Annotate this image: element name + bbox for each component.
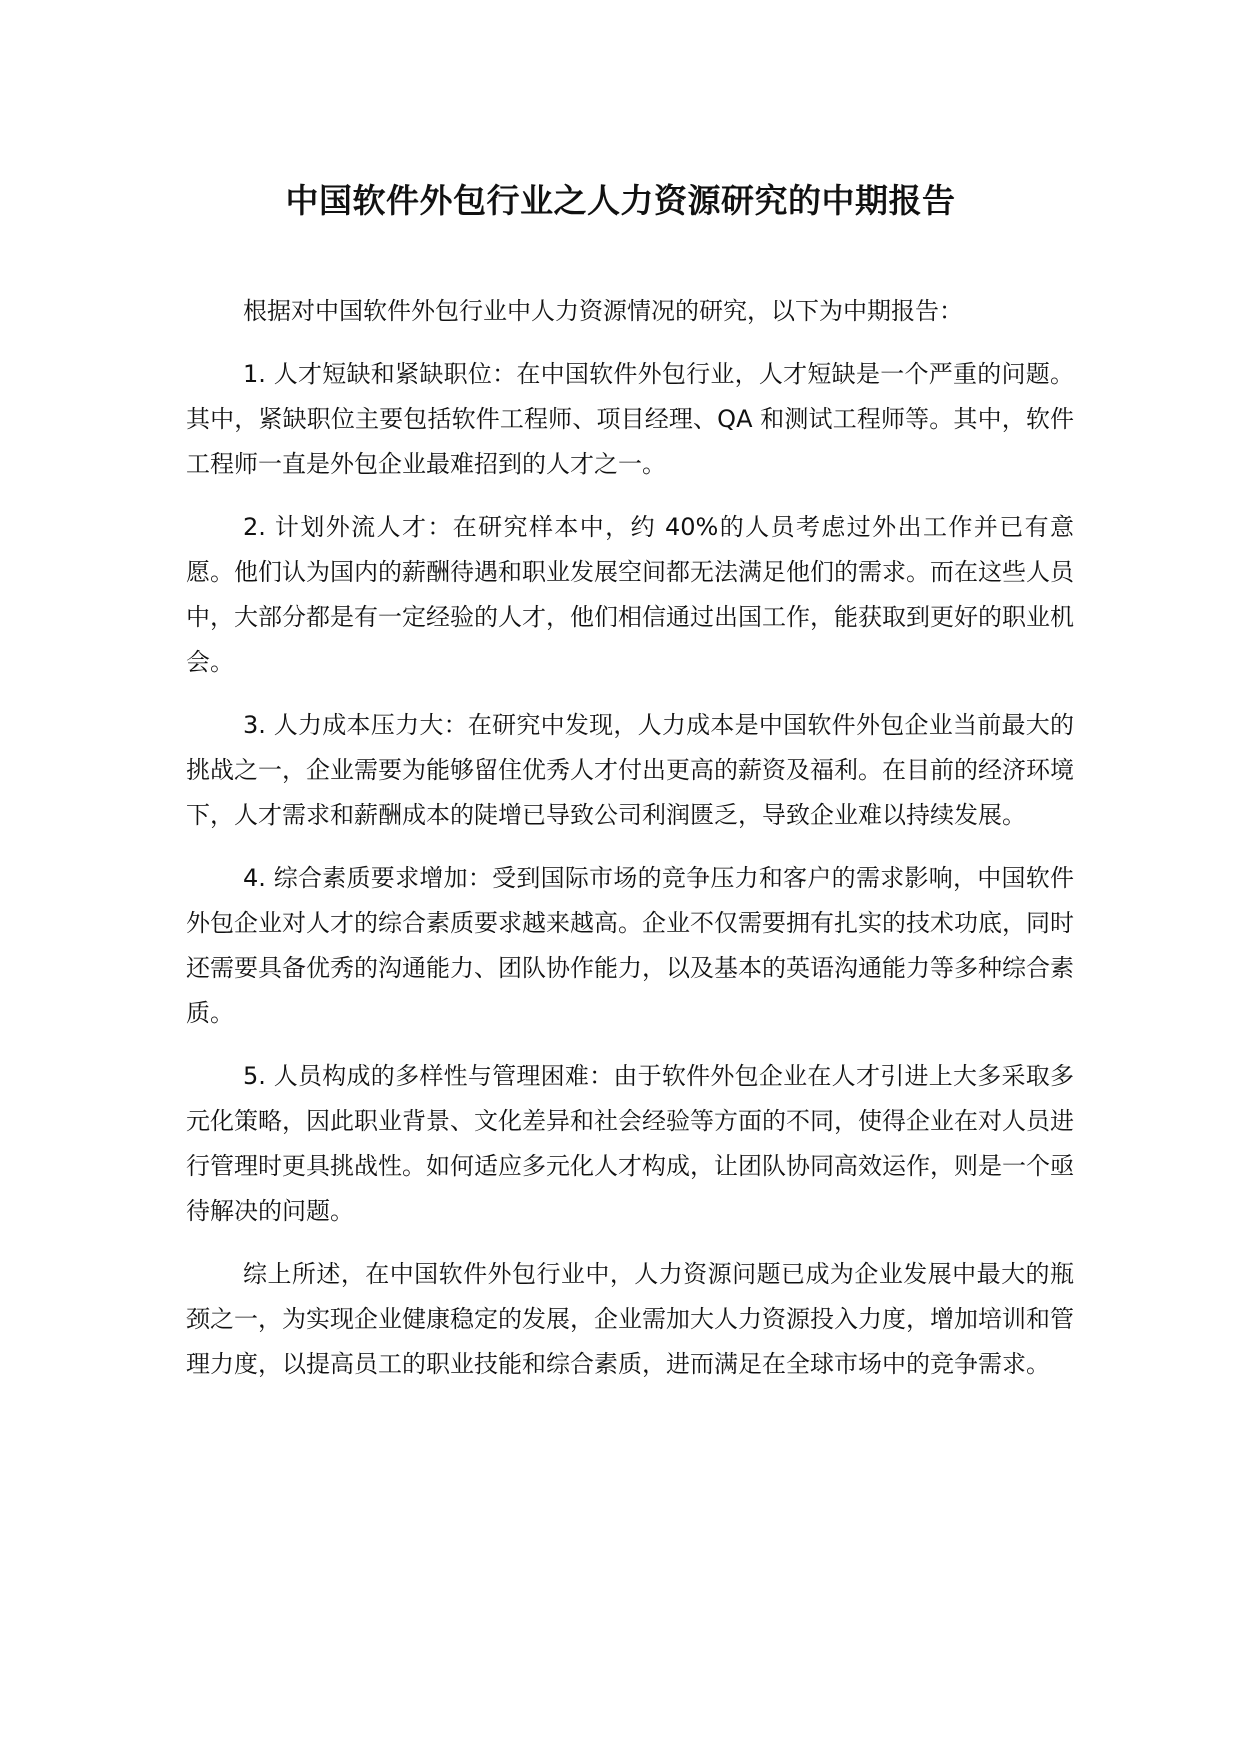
paragraph-talent-shortage: 1. 人才短缺和紧缺职位：在中国软件外包行业，人才短缺是一个严重的问题。其中，紧缺职位主要包括软件工程师、项目经理、QA 和测试工程师等。其中，软件工程师一直是外包企业最难招到的人才之一。 [186,360,1074,478]
paragraph-labor-cost: 3. 人力成本压力大：在研究中发现，人力成本是中国软件外包企业当前最大的挑战之一，企业需要为能够留住优秀人才付出更高的薪资及福利。在目前的经济环境下，人才需求和薪酬成本的陡增已导致公司利润匮乏，导致企业难以持续发展。 [186,711,1074,829]
paragraph-diversity-management: 5. 人员构成的多样性与管理困难：由于软件外包企业在人才引进上大多采取多元化策略，因此职业背景、文化差异和社会经验等方面的不同，使得企业在对人员进行管理时更具挑战性。如何适应多元化人才构成，让团队协同高效运作，则是一个亟待解决的问题。 [186,1062,1074,1225]
intro-paragraph: 根据对中国软件外包行业中人力资源情况的研究，以下为中期报告： [243,297,963,325]
paragraph-quality-requirements: 4. 综合素质要求增加：受到国际市场的竞争压力和客户的需求影响，中国软件外包企业对人才的综合素质要求越来越高。企业不仅需要拥有扎实的技术功底，同时还需要具备优秀的沟通能力、团队协作能力，以及基本的英语沟通能力等多种综合素质。 [186,864,1074,1027]
document-body [186,289,1074,1405]
document-title: 中国软件外包行业之人力资源研究的中期报告 [285,181,956,220]
paragraph-talent-outflow: 2. 计划外流人才：在研究样本中，约 40%的人员考虑过外出工作并已有意愿。他们认为国内的薪酬待遇和职业发展空间都无法满足他们的需求。而在这些人员中，大部分都是有一定经验的人才，他们相信通过出国工作，能获取到更好的职业机会。 [186,513,1074,676]
conclusion-paragraph: 综上所述，在中国软件外包行业中，人力资源问题已成为企业发展中最大的瓶颈之一，为实现企业健康稳定的发展，企业需加大人力资源投入力度，增加培训和管理力度，以提高员工的职业技能和综合素质，进而满足在全球市场中的竞争需求。 [186,1260,1074,1378]
